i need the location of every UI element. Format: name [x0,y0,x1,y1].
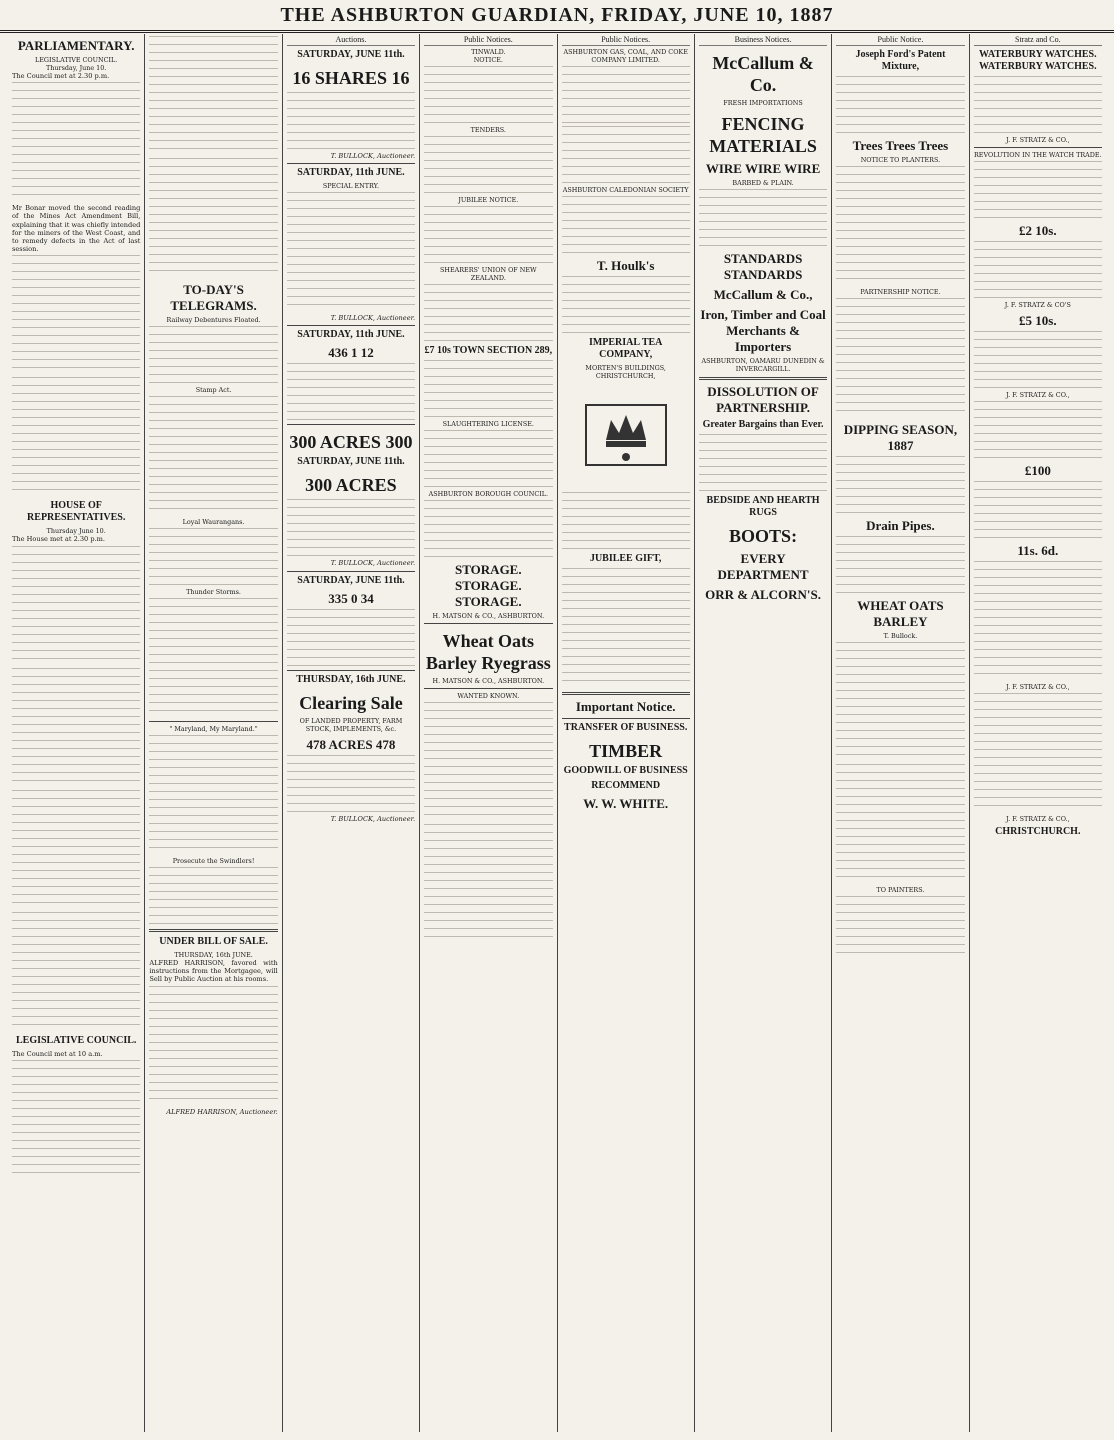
notice-signature: T. Bullock. [883,632,918,640]
notice-headline: JUBILEE GIFT, [589,553,662,564]
body-text-block [836,536,964,594]
column-auctions [282,34,419,1432]
business-headline: Greater Bargains than Ever. [702,419,824,430]
poem-title: " Maryland, My Maryland." [169,725,258,733]
page-columns [8,34,1106,1432]
notice-headline: WHEAT OATS BARLEY [857,598,944,629]
body-text-block [12,546,140,666]
body-text-block [287,92,415,150]
notice-title: NOTICE. [473,56,503,64]
body-text-block [424,430,552,488]
auction-date: SATURDAY, JUNE 11th. [297,574,405,586]
auction-headline: 300 ACRES [305,475,397,496]
paragraph: The House met at 2.30 p.m. [12,535,106,544]
business-headline: STANDARDS STANDARDS [723,251,803,282]
column-stratz [969,34,1106,1432]
auction-headline: 300 ACRES 300 [289,432,413,453]
section-heading: PARLIAMENTARY. [17,38,135,53]
royal-crest-image [562,380,690,490]
date-line: Thursday, June 10. [46,64,107,72]
body-text-block [287,363,415,421]
auction-date: SATURDAY, JUNE 11th. [297,456,405,468]
poem-text [149,735,277,855]
notice-title: ASHBURTON, OAMARU DUNEDIN & INVERCARGILL. [701,357,825,373]
body-text-block [974,481,1102,539]
auction-headline: 335 0 34 [328,590,374,606]
body-text-block [836,764,964,884]
body-text-block [562,196,690,254]
body-text-block [836,456,964,514]
subheading: Prosecute the Swindlers! [172,857,255,865]
body-text-block [12,912,140,1032]
body-text-block [149,867,277,925]
auctioneer-signature: ALFRED HARRISON, Auctioneer. [166,1107,278,1116]
column-parliamentary [8,34,144,1432]
paragraph: Mr Bonar moved the second reading of the Mines Act Amendment Bill, explaining that it was chiefly intended for the miners of the West Coast, and to remedy defects in the Act of last session. [12,204,141,254]
body-text-block [836,896,964,954]
notice-signature: H. MATSON & CO., ASHBURTON. [432,612,545,620]
body-text-block [562,66,690,124]
notice-headline: DIPPING SEASON, 1887 [843,422,958,453]
price-headline: £100 [1024,463,1051,478]
notice-signature: J. F. STRATZ & CO'S [1004,301,1071,309]
body-text-block [149,326,277,384]
body-text-block [287,499,415,557]
notice-headline: Important Notice. [575,699,676,714]
subheading: Stamp Act. [195,386,232,394]
notice-headline: Joseph Ford's Patent Mixture, [855,49,946,72]
subheading: Thunder Storms. [186,588,241,596]
auction-date: SATURDAY, JUNE 11th. [297,49,405,60]
subheading: HOUSE OF REPRESENTATIVES. [27,500,126,524]
notice-title: MORTEN'S BUILDINGS, CHRISTCHURCH, [585,364,666,380]
body-text-block [562,126,690,184]
notice-title: TENDERS. [470,126,506,134]
notice-signature: J. F. STRATZ & CO., [1006,815,1070,823]
notice-headline: WATERBURY WATCHES. WATERBURY WATCHES. [978,49,1097,72]
notice-signature: J. F. STRATZ & CO., [1006,391,1070,399]
notice-title: SLAUGHTERING LICENSE. [442,420,534,428]
notice-title: ASHBURTON BOROUGH COUNCIL. [428,490,549,498]
body-text-block [562,492,690,550]
body-text-block [562,568,690,688]
auction-headline: 436 1 12 [328,345,374,361]
column-header: Public Notices. [424,35,552,46]
body-text-block [424,206,552,264]
subheading: LEGISLATIVE COUNCIL. [35,56,118,64]
auction-date: THURSDAY, 16th JUNE. [296,673,406,685]
notice-headline: GOODWILL OF BUSINESS [563,765,688,776]
body-text-block [149,986,277,1106]
notice-title: ASHBURTON GAS, COAL, AND COKE COMPANY LIMITED. [563,48,688,64]
column-header: Public Notice. [836,35,964,46]
notice-headline: Wheat Oats Barley Ryegrass [425,631,551,673]
business-headline: WIRE WIRE WIRE [705,161,821,176]
notice-signature: H. MATSON & CO., ASHBURTON. [432,677,545,685]
body-text-block [149,36,277,156]
notice-title: BARBED & PLAIN. [732,179,794,187]
notice-headline: Trees Trees Trees [852,138,949,153]
notice-signature: W. W. WHITE. [583,796,669,811]
body-text-block [424,136,552,194]
business-signature: ORR & ALCORN'S. [705,587,822,602]
business-headline: FENCING MATERIALS [709,114,817,156]
body-text-block [149,158,277,278]
auction-headline: Clearing Sale [299,692,403,713]
notice-title: REVOLUTION IN THE WATCH TRADE. [974,151,1102,159]
body-text-block [836,298,964,418]
auction-date: SATURDAY, 11th JUNE. [297,329,405,341]
notice-headline: RECOMMEND [591,780,661,791]
price-headline: £2 10s. [1019,223,1057,238]
body-text-block [424,500,552,558]
subheading: LEGISLATIVE COUNCIL. [15,1034,137,1046]
notice-title: ASHBURTON CALEDONIAN SOCIETY [562,186,689,194]
body-text-block [12,377,140,497]
body-text-block [12,668,140,788]
auctioneer-signature: T. BULLOCK, Auctioneer. [330,314,416,323]
business-headline: BOOTS: [729,526,798,546]
business-name: McCallum & Co. [712,53,814,95]
section-heading: TO-DAY'S TELEGRAMS. [170,282,257,313]
notice-headline: TRANSFER OF BUSINESS. [564,722,688,733]
body-text-block [424,702,552,822]
auction-headline: 16 SHARES 16 [292,68,410,88]
notice-title: £7 10s TOWN SECTION 289, [424,345,553,356]
body-text-block [149,598,277,718]
paragraph: The Council met at 10 a.m. [12,1049,103,1058]
notice-title: WANTED KNOWN. [457,692,520,700]
price-headline: 11s. 6d. [1017,543,1059,558]
notice-headline: T. Houlk's [596,258,655,273]
subheading: Railway Debentures Floated. [166,316,261,324]
body-text-block [974,76,1102,134]
notice-title: JUBILEE NOTICE. [458,196,519,204]
body-text-block [287,755,415,813]
body-text-block [287,192,415,312]
business-name: McCallum & Co., [713,287,813,302]
body-text-block [149,396,277,516]
body-text-block [149,528,277,586]
body-text-block [974,561,1102,681]
business-headline: Iron, Timber and Coal Merchants & Importers [700,307,826,354]
body-text-block [974,331,1102,389]
crown-icon [566,385,686,485]
body-text-block [562,276,690,334]
notice-signature: J. F. STRATZ & CO., [1006,136,1070,144]
body-text-block [424,824,552,944]
column-business-notices [694,34,831,1432]
body-text-block [836,76,964,134]
body-text-block [287,609,415,667]
business-headline: BEDSIDE AND HEARTH RUGS [706,495,820,518]
price-headline: £5 10s. [1019,313,1057,328]
notice-headline: IMPERIAL TEA COMPANY, [588,337,663,360]
notice-headline: STORAGE. STORAGE. STORAGE. [455,562,522,609]
date-line: Thursday June 10. [46,527,106,536]
notice-headline: TIMBER [589,741,663,761]
column-public-notices [419,34,556,1432]
auction-headline: 478 ACRES 478 [306,736,396,752]
body-text-block [974,693,1102,813]
body-text-block [12,255,140,375]
notice-title: TINWALD. [471,48,506,56]
body-text-block [12,790,140,910]
business-headline: DISSOLUTION OF PARTNERSHIP. [707,384,819,415]
column-telegrams [144,34,281,1432]
column-public-notices-2 [557,34,694,1432]
sale-text: ALFRED HARRISON, favored with instructions from the Mortgagee, will Sell by Public Auction at his rooms. [149,959,278,984]
notice-title: TO PAINTERS. [876,886,925,894]
body-text-block [974,161,1102,219]
newspaper-title: THE ASHBURTON GUARDIAN, FRIDAY, JUNE 10, 1887 [280,3,834,26]
body-text-block [836,642,964,762]
auction-date: SATURDAY, 11th JUNE. [297,167,405,179]
subheading: OF LANDED PROPERTY, FARM STOCK, IMPLEMENTS, &c. [299,716,403,733]
notice-signature: CHRISTCHURCH. [995,826,1081,837]
auctioneer-signature: T. BULLOCK, Auctioneer. [330,814,416,823]
sale-heading: UNDER BILL OF SALE. [159,936,268,947]
body-text-block [836,166,964,286]
body-text-block [424,360,552,418]
subheading: Loyal Waurangans. [182,518,245,526]
body-text-block [424,284,552,342]
column-header: Auctions. [287,35,415,46]
notice-headline: Drain Pipes. [866,518,935,533]
body-text-block [974,401,1102,459]
body-text-block [12,82,140,202]
body-text-block [699,434,827,492]
notice-title: FRESH IMPORTATIONS [723,99,803,107]
auctioneer-signature: T. BULLOCK, Auctioneer. [330,559,416,568]
notice-signature: J. F. STRATZ & CO., [1006,683,1070,691]
business-headline: EVERY DEPARTMENT [717,551,809,582]
column-public-notice-3 [831,34,968,1432]
body-text-block [699,189,827,247]
subheading: SPECIAL ENTRY. [322,182,380,191]
sale-date: THURSDAY, 16th JUNE. [174,951,253,959]
notice-title: SHEARERS' UNION OF NEW ZEALAND. [440,266,537,282]
notice-title: PARTNERSHIP NOTICE. [860,288,941,296]
paragraph: The Council met at 2.30 p.m. [12,72,110,80]
auctioneer-signature: T. BULLOCK, Auctioneer. [330,152,416,160]
body-text-block [974,241,1102,299]
column-header: Public Notices. [562,35,690,46]
body-text-block [12,1060,140,1180]
column-header: Business Notices. [699,35,827,46]
masthead [0,0,1114,33]
notice-title: NOTICE TO PLANTERS. [860,156,941,164]
column-header: Stratz and Co. [974,35,1102,46]
body-text-block [424,66,552,124]
